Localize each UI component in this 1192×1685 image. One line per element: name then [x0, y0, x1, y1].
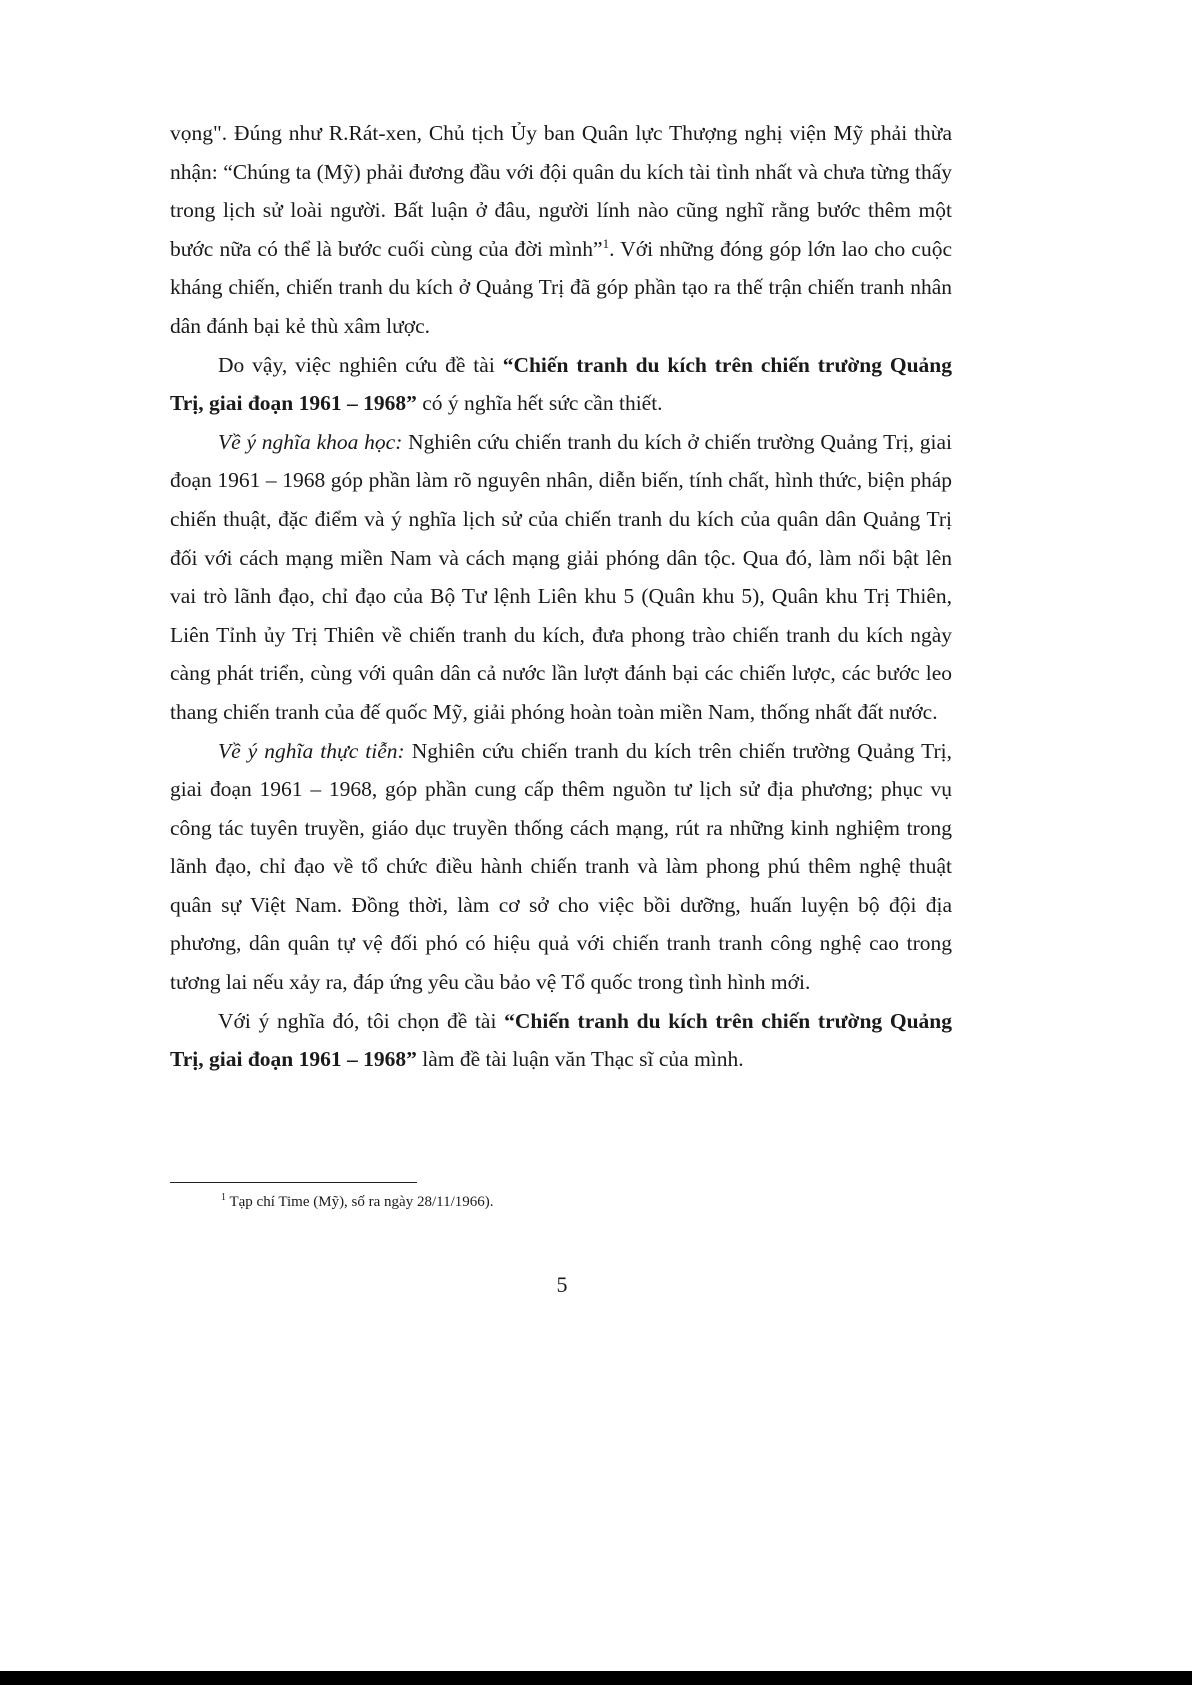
thesis-title-repeat: “Chiến tranh du kích trên chiến trường Quảng Trị, giai đoạn 1961 – 1968”	[170, 1008, 952, 1072]
document-body	[170, 114, 952, 1079]
paragraph-conclusion	[170, 1002, 952, 1079]
paragraph-5-lead: Với ý nghĩa đó, tôi chọn đề tài	[218, 1008, 505, 1033]
paragraph-2-tail: có ý nghĩa hết sức cần thiết.	[416, 391, 663, 416]
paragraph-1-text-b: . Với những đóng góp lớn lao cho cuộc kháng chiến, chiến tranh du kích ở Quảng Trị đã góp phần tạo ra thế trận chiến tranh nhân dân đánh bại kẻ thù xâm lược.	[170, 236, 952, 338]
paragraph-2-lead: Do vậy, việc nghiên cứu đề tài	[218, 352, 503, 377]
footnote-divider	[170, 1182, 417, 1183]
footnote-reference: 1	[602, 235, 610, 251]
practical-significance-label: Về ý nghĩa thực tiễn:	[218, 738, 405, 763]
paragraph-1-text-a: vọng". Đúng như R.Rát-xen, Chủ tịch Ủy ban Quân lực Thượng nghị viện Mỹ phải thừa nhận: “Chúng ta (Mỹ) phải đương đầu với đội quân du kích tài tình nhất và chưa từng thấy trong lịch sử loài người. Bất luận ở đâu, người lính nào cũng nghĩ rằng bước thêm một bước nữa có thể là bước cuối cùng của đời mình”	[170, 121, 952, 261]
scientific-significance-label: Về ý nghĩa khoa học:	[218, 429, 403, 454]
paragraph-1	[170, 114, 952, 346]
footnote	[221, 1192, 493, 1212]
paragraph-5-tail: làm đề tài luận văn Thạc sĩ của mình.	[416, 1047, 744, 1072]
page-number: 5	[556, 1272, 568, 1297]
thesis-title: “Chiến tranh du kích trên chiến trường Quảng Trị, giai đoạn 1961 – 1968”	[170, 352, 952, 416]
practical-significance-text: Nghiên cứu chiến tranh du kích trên chiến trường Quảng Trị, giai đoạn 1961 – 1968, góp phần cung cấp thêm nguồn tư lịch sử địa phương; phục vụ công tác tuyên truyền, giáo dục truyền thống cách mạng, rút ra những kinh nghiệm trong lãnh đạo, chỉ đạo về tổ chức điều hành chiến tranh và làm phong phú thêm nghệ thuật quân sự Việt Nam. Đồng thời, làm cơ sở cho việc bồi dưỡng, huấn luyện bộ đội địa phương, dân quân tự vệ đối phó có hiệu quả với chiến tranh tranh công nghệ cao trong tương lai nếu xảy ra, đáp ứng yêu cầu bảo vệ Tổ quốc trong tình hình mới.	[170, 738, 952, 995]
footnote-text: Tạp chí Time (Mỹ), số ra ngày 28/11/1966).	[226, 1194, 494, 1210]
page-bottom-border	[0, 1671, 1192, 1685]
paragraph-scientific-significance	[170, 423, 952, 732]
scientific-significance-text: Nghiên cứu chiến tranh du kích ở chiến trường Quảng Trị, giai đoạn 1961 – 1968 góp phần làm rõ nguyên nhân, diễn biến, tính chất, hình thức, biện pháp chiến thuật, đặc điểm và ý nghĩa lịch sử của chiến tranh du kích của quân dân Quảng Trị đối với cách mạng miền Nam và cách mạng giải phóng dân tộc. Qua đó, làm nổi bật lên vai trò lãnh đạo, chỉ đạo của Bộ Tư lệnh Liên khu 5 (Quân khu 5), Quân khu Trị Thiên, Liên Tỉnh ủy Trị Thiên về chiến tranh du kích, đưa phong trào chiến tranh du kích ngày càng phát triển, cùng với quân dân cả nước lần lượt đánh bại các chiến lược, các bước leo thang chiến tranh của đế quốc Mỹ, giải phóng hoàn toàn miền Nam, thống nhất đất nước.	[170, 429, 952, 724]
paragraph-2	[170, 346, 952, 423]
footnote-number: 1	[221, 1192, 226, 1203]
paragraph-practical-significance	[170, 732, 952, 1002]
